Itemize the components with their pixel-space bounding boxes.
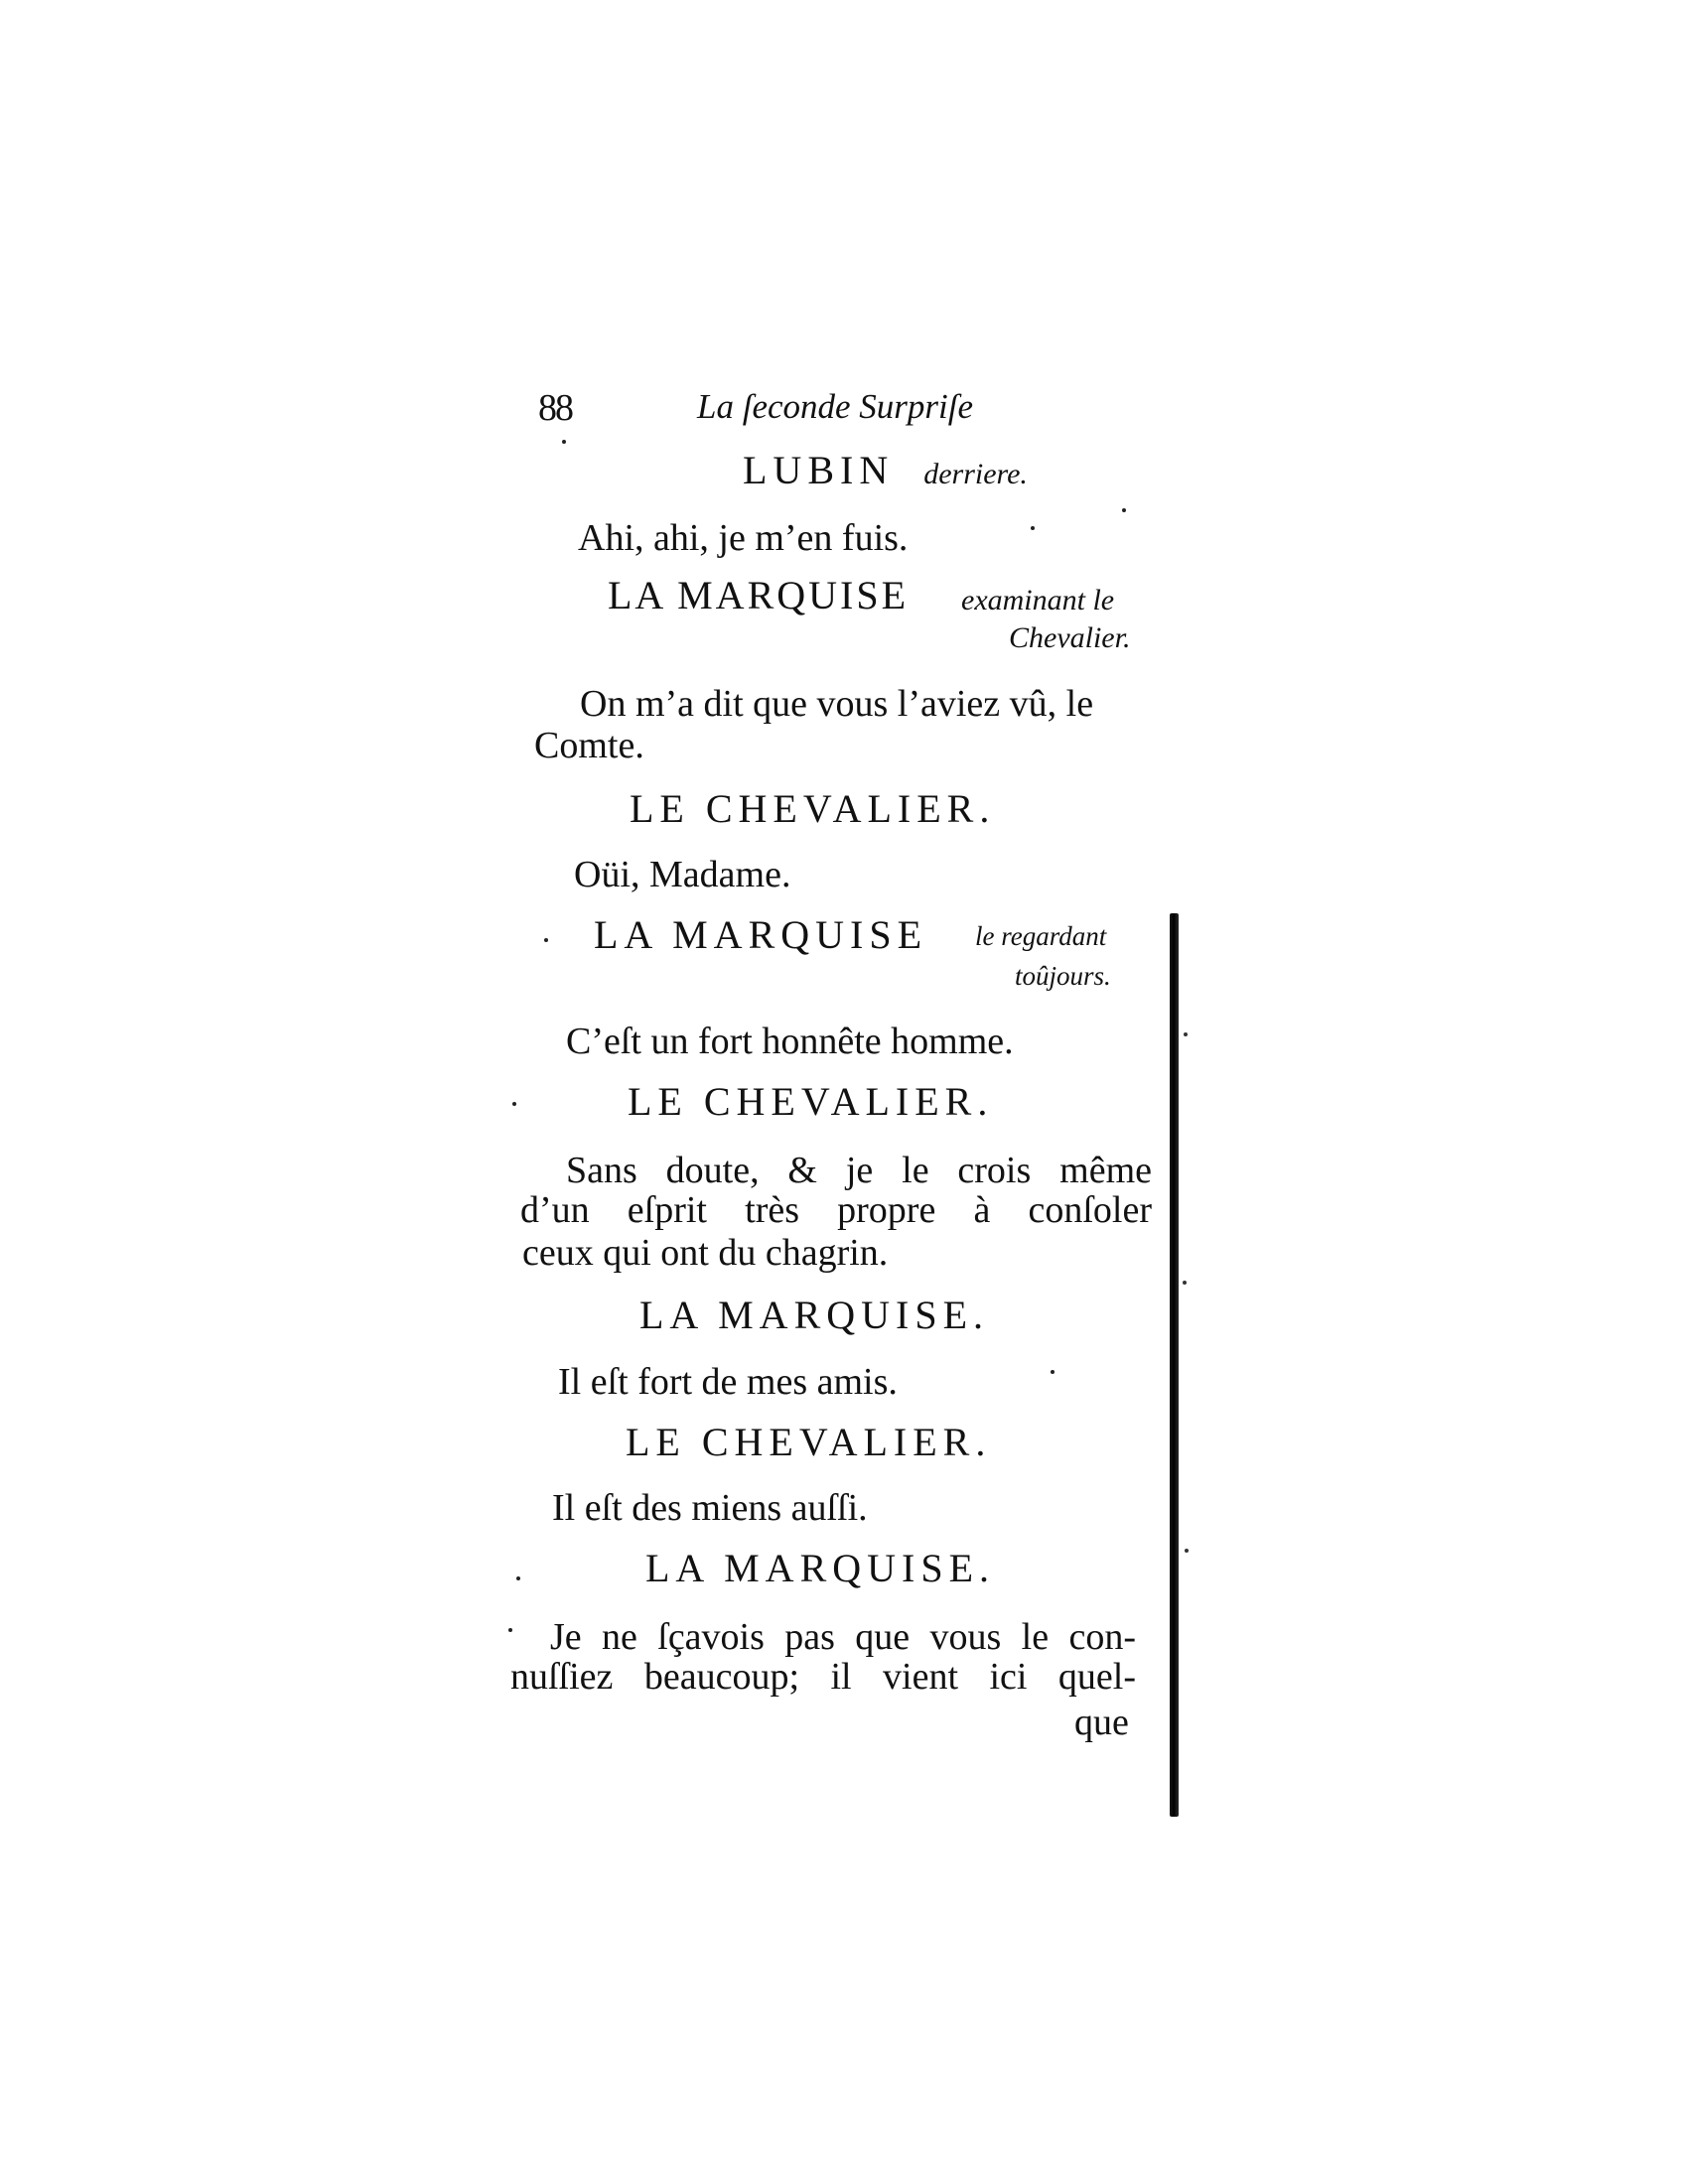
stage-direction: examinant le	[961, 584, 1115, 616]
dialogue-line: Ahi, ahi, je m’en fuis.	[578, 517, 909, 559]
scan-speck	[516, 1576, 520, 1580]
speaker-heading	[743, 448, 1028, 492]
scan-speck	[1122, 508, 1126, 512]
scan-speck	[508, 1628, 512, 1632]
speaker-name: LA MARQUISE	[594, 912, 928, 957]
stage-direction: le regardant	[975, 921, 1107, 951]
dialogue-line: Il eſt des miens auſſi.	[552, 1487, 868, 1529]
dialogue-line-text: nuſſiez beaucoup; il vient ici quel-	[510, 1656, 1136, 1698]
page-gutter-shadow	[1170, 913, 1179, 1817]
stage-direction: Chevalier.	[1009, 621, 1131, 654]
stage-direction: derriere.	[923, 458, 1028, 490]
speaker-name: LE CHEVALIER.	[630, 786, 996, 831]
running-title: La ſeconde Surpriſe	[697, 387, 974, 426]
scan-speck	[1184, 1032, 1188, 1036]
scan-speck	[562, 440, 566, 444]
dialogue-line-text: Sans doute, & je le crois même	[566, 1150, 1152, 1191]
scan-speck	[1031, 526, 1035, 530]
speaker-name: LA MARQUISE.	[639, 1293, 990, 1337]
dialogue-line: ceux qui ont du chagrin.	[522, 1232, 889, 1274]
speaker-name: LE CHEVALIER.	[628, 1079, 994, 1124]
scan-speck	[1185, 1549, 1189, 1553]
dialogue-line	[510, 1658, 1136, 1696]
dialogue-line	[550, 1618, 1136, 1656]
page-number: 88	[538, 387, 572, 429]
speaker-name: LE CHEVALIER.	[626, 1420, 992, 1464]
dialogue-line: On m’a dit que vous l’aviez vû, le	[580, 683, 1094, 725]
dialogue-line	[566, 1152, 1152, 1189]
scan-speck	[544, 938, 548, 942]
dialogue-line: C’eſt un fort honnête homme.	[566, 1021, 1014, 1062]
dialogue-line-text: Je ne ſçavois pas que vous le con-	[550, 1616, 1136, 1658]
catchword: que	[1074, 1702, 1129, 1743]
dialogue-line	[520, 1191, 1152, 1229]
scan-speck	[512, 1102, 516, 1106]
dialogue-line: Comte.	[534, 725, 644, 766]
dialogue-line: Oüi, Madame.	[574, 854, 791, 895]
scan-speck	[1051, 1370, 1055, 1374]
speaker-name: LA MARQUISE.	[645, 1546, 996, 1590]
stage-direction: toûjours.	[1015, 961, 1111, 991]
dialogue-line-text: d’un eſprit très propre à conſoler	[520, 1189, 1152, 1231]
scan-speck	[1183, 1281, 1187, 1285]
speaker-name: LUBIN	[743, 448, 895, 492]
dialogue-line: Il eſt fort de mes amis.	[558, 1361, 898, 1403]
speaker-name: LA MARQUISE	[608, 573, 910, 617]
